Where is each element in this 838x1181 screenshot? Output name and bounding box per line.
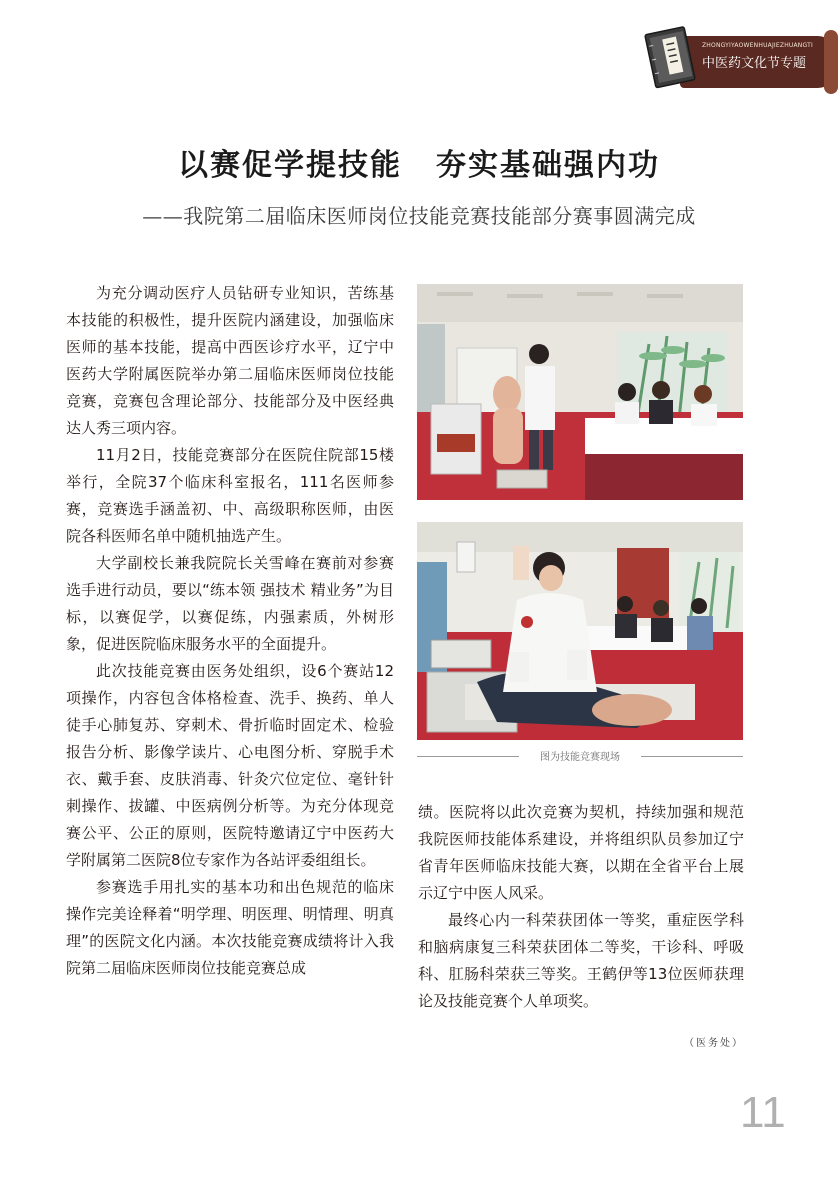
section-banner — [640, 22, 838, 100]
page-number: 11 — [740, 1088, 786, 1137]
paragraph: 最终心内一科荣获团体一等奖，重症医学科和脑病康复三科荣获团体二等奖，干诊科、呼吸科、肛肠科荣获三等奖。王鹤伊等13位医师获理论及技能竞赛个人单项奖。 — [418, 911, 744, 1010]
section-pinyin: ZHONGYIYAOWENHUAJIEZHUANGTI — [702, 42, 813, 49]
article-source: （医务处） — [684, 1038, 744, 1049]
paragraph: 参赛选手用扎实的基本功和出色规范的临床操作完美诠释着“明学理、明医理、明情理、明真理”的医院文化内涵。本次技能竞赛成绩将计入我院第二届临床医师岗位技能竞赛总成 — [66, 878, 394, 977]
article-title-part1: 以赛促学提技能 — [178, 148, 402, 183]
photo-caption-text: 图为技能竞赛现场 — [534, 752, 626, 763]
paragraph: 11月2日，技能竞赛部分在医院住院部15楼举行，全院37个临床科室报名，111名医师参赛，竞赛选手涵盖初、中、高级职称医师，由医院各科医师名单中随机抽选产生。 — [66, 446, 394, 545]
section-title: 中医药文化节专题 — [702, 56, 807, 71]
article-subtitle: ——我院第二届临床医师岗位技能竞赛技能部分赛事圆满完成 — [142, 204, 696, 228]
article-title-part2: 夯实基础强内功 — [436, 148, 660, 183]
paragraph: 为充分调动医疗人员钻研专业知识，苦练基本技能的积极性，提升医院内涵建设，加强临床医师的基本技能，提高中西医诊疗水平，辽宁中医药大学附属医院举办第二届临床医师岗位技能竞赛，竞赛包含理论部分、技能部分及中医经典达人秀三项内容。 — [66, 284, 394, 437]
banner-scroll-edge — [824, 30, 838, 94]
book-icon — [642, 24, 699, 90]
competition-photo-2 — [417, 522, 743, 740]
article-title — [0, 140, 838, 184]
paragraph-continuation: 绩。医院将以此次竞赛为契机，持续加强和规范我院医师技能体系建设，并将组织队员参加辽宁省青年医师临床技能大赛，以期在全省平台上展示辽宁中医人风采。 — [418, 803, 744, 902]
article-body-left — [66, 280, 394, 982]
photo-caption — [417, 748, 743, 763]
paragraph: 大学副校长兼我院院长关雪峰在赛前对参赛选手进行动员，要以“练本领 强技术 精业务”为目标，以赛促学，以赛促练，内强素质，外树形象，促进医院临床服务水平的全面提升。 — [66, 554, 394, 653]
article-body-right — [418, 799, 744, 1015]
paragraph: 此次技能竞赛由医务处组织，设6个赛站12项操作，内容包含体格检查、洗手、换药、单人徒手心肺复苏、穿刺术、骨折临时固定术、检验报告分析、影像学读片、心电图分析、穿脱手术衣、戴手套、皮肤消毒、针灸穴位定位、毫针针刺操作、拔罐、中医病例分析等。为充分体现竞赛公平、公正的原则，医院特邀请辽宁中医药大学附属第二医院8位专家作为各站评委组组长。 — [66, 662, 394, 869]
competition-photo-1 — [417, 284, 743, 500]
